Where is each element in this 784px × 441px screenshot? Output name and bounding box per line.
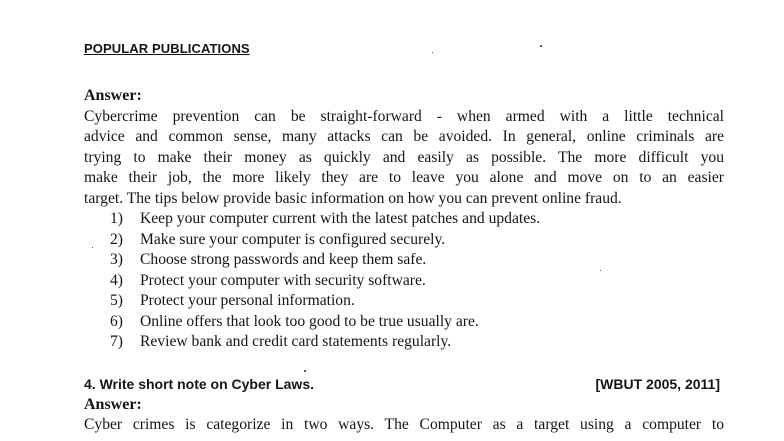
- exam-reference: [WBUT 2005, 2011]: [595, 376, 720, 392]
- paragraph-line: Cyber crimes is categorize in two ways. The Computer as a target using a computer to: [84, 416, 724, 433]
- list-item: [110, 332, 540, 353]
- list-item-text: Protect your computer with security software.: [140, 271, 426, 289]
- list-item-text: Make sure your computer is configured securely.: [140, 230, 446, 248]
- list-item-number: 5): [110, 292, 123, 309]
- list-item-number: 6): [110, 312, 123, 330]
- list-item-text: Online offers that look too good to be true usually are.: [140, 312, 479, 330]
- paragraph-line: trying to make their money as quickly and easily as possible. The more difficult you: [84, 148, 724, 166]
- scan-speck: [540, 45, 542, 47]
- scan-speck: [600, 270, 601, 271]
- paragraph-line: advice and common sense, many attacks can be avoided. In general, online criminals are: [84, 128, 724, 146]
- paragraph-line: Cybercrime prevention can be straight-forward - when armed with a little technical: [84, 108, 724, 125]
- answer-paragraph: [84, 107, 724, 209]
- list-item: [110, 209, 540, 230]
- answer-label: Answer:: [84, 396, 142, 413]
- list-item-text: Review bank and credit card statements regularly.: [140, 333, 452, 350]
- list-item-number: 4): [110, 271, 123, 289]
- scan-speck: [304, 370, 306, 372]
- list-item: [110, 230, 540, 251]
- page-header: POPULAR PUBLICATIONS: [84, 41, 250, 56]
- list-item: [110, 271, 540, 292]
- answer-label: Answer:: [84, 87, 142, 104]
- list-item-number: 1): [110, 210, 123, 227]
- list-item: [110, 312, 540, 333]
- list-item-text: Keep your computer current with the latest patches and updates.: [140, 210, 541, 227]
- tips-list: [110, 209, 540, 353]
- scan-speck: [432, 52, 433, 53]
- question-text: 4. Write short note on Cyber Laws.: [84, 376, 315, 392]
- question-heading: [84, 376, 724, 392]
- list-item-text: Choose strong passwords and keep them safe.: [140, 251, 427, 268]
- list-item: [110, 250, 540, 271]
- scan-speck: [92, 247, 93, 248]
- list-item-number: 2): [110, 230, 123, 248]
- list-item: [110, 291, 540, 312]
- paragraph-line: make their job, the more likely they are to leave you alone and move on to an easier: [84, 169, 724, 187]
- list-item-number: 3): [110, 251, 123, 268]
- list-item-text: Protect your personal information.: [140, 292, 355, 309]
- answer-paragraph: [84, 415, 724, 435]
- paragraph-line: target. The tips below provide basic information on how you can prevent online fraud.: [84, 189, 622, 207]
- list-item-number: 7): [110, 333, 123, 350]
